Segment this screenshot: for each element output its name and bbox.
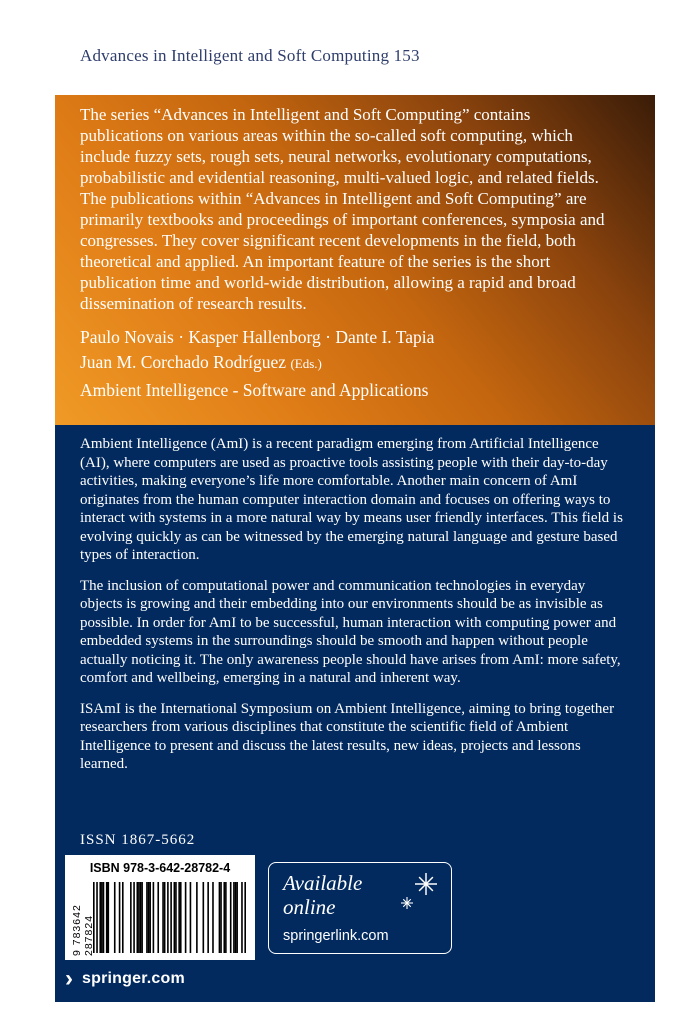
issn-number: ISSN 1867-5662 (80, 832, 196, 848)
book-title: Ambient Intelligence - Software and Applications (80, 380, 429, 400)
description-paragraph-1: Ambient Intelligence (AmI) is a recent paradigm emerging from Artificial Intelligence (AI), where computers are used as proactive tools assisting people with their day-to-day activities, making everyone’s life more comfortable. Another main concern of AmI originates from the human computer interaction domain and focuses on offering ways to interact with systems in a more natural way by means user friendly interfaces. This field is evolving quickly as can be witnessed by the emerging natural language and gesture based types of interaction. (80, 436, 623, 563)
barcode-box (65, 855, 255, 960)
authors-block (80, 325, 610, 403)
available-online-box (268, 862, 452, 954)
description-paragraph-2: The inclusion of computational power and communication technologies in everyday objects is growing and their embedding into our environments should be as invisible as possible. In order for AmI to be successful, human interaction with computing power and embedded systems in the surroundings should be smooth and happen without people actually noticing it. The only awareness people should have arises from AmI: more safety, comfort and wellbeing, emerging in a natural and inherent way. (80, 577, 621, 686)
series-title: Advances in Intelligent and Soft Computing 153 (80, 46, 420, 65)
springer-arrow-icon: › (65, 965, 73, 992)
book-description-panel (55, 425, 655, 1002)
sparkle-icon-large (415, 873, 437, 895)
available-online-line-1: Available (283, 871, 363, 895)
sparkle-icon-small (401, 897, 413, 909)
barcode-number: 9 783642 287824 (71, 904, 95, 956)
series-description: The series “Advances in Intelligent and Soft Computing” contains publications on various areas within the so-called soft computing, which include fuzzy sets, rough sets, neural networks, evolutionary computations, probabilistic and evidential reasoning, multi-valued logic, and related fields. The publications within “Advances in Intelligent and Soft Computing” are primarily textbooks and proceedings of important conferences, symposia and congresses. They cover significant recent developments in the field, both theoretical and applied. An important feature of the series is the short publication time and world-wide distribution, allowing a rapid and broad dissemination of research results. (80, 105, 605, 313)
authors-line-1: Paulo Novais · Kasper Hallenborg · Dante I. Tapia (80, 327, 435, 347)
series-info-panel (55, 95, 655, 425)
editors-suffix: (Eds.) (290, 356, 322, 371)
isbn-label: ISBN 978-3-642-28782-4 (89, 861, 231, 875)
springer-footer (65, 965, 185, 992)
springer-url: springer.com (82, 970, 185, 987)
available-online-line-2: online (283, 895, 336, 919)
barcode-bars (93, 882, 246, 953)
authors-line-2: Juan M. Corchado Rodríguez (Eds.) (80, 352, 322, 372)
description-paragraph-3: ISAmI is the International Symposium on Ambient Intelligence, aiming to bring together researchers from various disciplines that constitute the scientific field of Ambient Intelligence to present and discuss the latest results, new ideas, projects and lessons learned. (80, 700, 615, 772)
springerlink-url: springerlink.com (283, 928, 389, 944)
